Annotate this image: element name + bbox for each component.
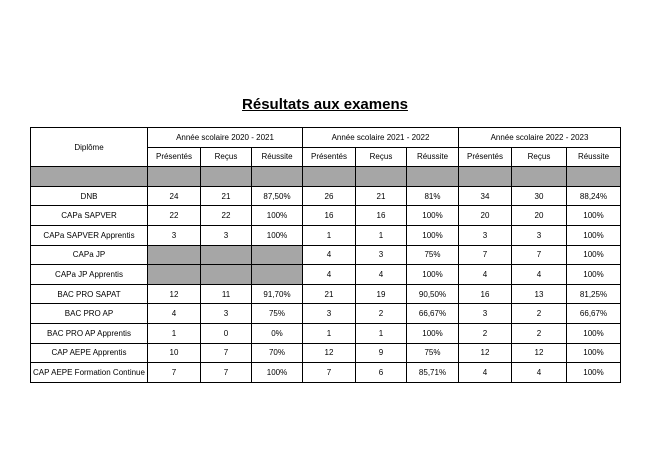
recus-cell: 6 <box>356 363 407 383</box>
recus-cell: 19 <box>356 284 407 304</box>
recus-cell: 20 <box>512 206 567 226</box>
reussite-cell: 91,70% <box>252 284 303 304</box>
reussite-cell: 75% <box>407 245 459 265</box>
reussite-cell: 75% <box>407 343 459 363</box>
subheader-recus: Reçus <box>201 147 252 167</box>
grey-cell <box>252 265 303 285</box>
recus-cell: 2 <box>356 304 407 324</box>
presentes-cell: 3 <box>148 225 201 245</box>
grey-cell <box>148 167 201 187</box>
presentes-cell: 3 <box>459 304 512 324</box>
reussite-cell: 0% <box>252 323 303 343</box>
recus-cell: 7 <box>201 363 252 383</box>
grey-cell <box>303 167 356 187</box>
recus-cell: 13 <box>512 284 567 304</box>
table-row <box>31 343 621 363</box>
reussite-cell: 90,50% <box>407 284 459 304</box>
recus-cell: 7 <box>201 343 252 363</box>
subheader-recus: Reçus <box>512 147 567 167</box>
diploma-name: BAC PRO AP Apprentis <box>31 323 148 343</box>
diploma-name: DNB <box>31 186 148 206</box>
grey-cell <box>459 167 512 187</box>
diploma-name: CAPa JP <box>31 245 148 265</box>
grey-cell <box>252 167 303 187</box>
header-year-2021-2022: Année scolaire 2021 - 2022 <box>303 128 459 148</box>
recus-cell: 21 <box>356 186 407 206</box>
subheader-presentes: Présentés <box>303 147 356 167</box>
reussite-cell: 85,71% <box>407 363 459 383</box>
presentes-cell: 7 <box>303 363 356 383</box>
recus-cell: 16 <box>356 206 407 226</box>
presentes-cell: 7 <box>148 363 201 383</box>
header-year-2022-2023: Année scolaire 2022 - 2023 <box>459 128 621 148</box>
table-row <box>31 363 621 383</box>
reussite-cell: 100% <box>567 323 621 343</box>
reussite-cell: 87,50% <box>252 186 303 206</box>
presentes-cell: 24 <box>148 186 201 206</box>
recus-cell: 1 <box>356 323 407 343</box>
table-row <box>31 186 621 206</box>
diploma-name: CAPa SAPVER Apprentis <box>31 225 148 245</box>
reussite-cell: 100% <box>567 343 621 363</box>
reussite-cell: 81% <box>407 186 459 206</box>
header-row-years <box>31 128 621 148</box>
recus-cell: 22 <box>201 206 252 226</box>
recus-cell: 9 <box>356 343 407 363</box>
presentes-cell: 7 <box>459 245 512 265</box>
grey-cell <box>201 167 252 187</box>
diploma-name: CAPa JP Apprentis <box>31 265 148 285</box>
recus-cell: 4 <box>512 363 567 383</box>
presentes-cell: 12 <box>148 284 201 304</box>
diploma-name: BAC PRO SAPAT <box>31 284 148 304</box>
recus-cell: 2 <box>512 323 567 343</box>
recus-cell: 3 <box>512 225 567 245</box>
recus-cell: 11 <box>201 284 252 304</box>
recus-cell: 12 <box>512 343 567 363</box>
presentes-cell: 12 <box>303 343 356 363</box>
reussite-cell: 100% <box>407 323 459 343</box>
reussite-cell: 100% <box>252 206 303 226</box>
reussite-cell: 100% <box>252 363 303 383</box>
reussite-cell: 100% <box>252 225 303 245</box>
reussite-cell: 100% <box>567 363 621 383</box>
reussite-cell: 66,67% <box>567 304 621 324</box>
recus-cell: 4 <box>356 265 407 285</box>
table-row <box>31 225 621 245</box>
reussite-cell: 100% <box>567 245 621 265</box>
presentes-cell: 4 <box>459 363 512 383</box>
subheader-recus: Reçus <box>356 147 407 167</box>
recus-cell: 7 <box>512 245 567 265</box>
presentes-cell: 3 <box>459 225 512 245</box>
subheader-reussite: Réussite <box>567 147 621 167</box>
presentes-cell: 4 <box>303 245 356 265</box>
presentes-cell: 10 <box>148 343 201 363</box>
recus-cell: 21 <box>201 186 252 206</box>
presentes-cell: 1 <box>303 225 356 245</box>
recus-cell: 2 <box>512 304 567 324</box>
recus-cell: 1 <box>356 225 407 245</box>
grey-cell <box>407 167 459 187</box>
presentes-cell: 20 <box>459 206 512 226</box>
table-row <box>31 284 621 304</box>
recus-cell: 4 <box>512 265 567 285</box>
grey-separator-row <box>31 167 621 187</box>
recus-cell: 3 <box>201 304 252 324</box>
diploma-name: BAC PRO AP <box>31 304 148 324</box>
reussite-cell: 100% <box>407 225 459 245</box>
diploma-name: CAPa SAPVER <box>31 206 148 226</box>
reussite-cell: 66,67% <box>407 304 459 324</box>
diploma-name: CAP AEPE Apprentis <box>31 343 148 363</box>
reussite-cell: 70% <box>252 343 303 363</box>
grey-cell <box>148 245 201 265</box>
presentes-cell: 1 <box>303 323 356 343</box>
presentes-cell: 34 <box>459 186 512 206</box>
grey-cell <box>201 265 252 285</box>
presentes-cell: 4 <box>148 304 201 324</box>
grey-cell <box>512 167 567 187</box>
reussite-cell: 100% <box>407 265 459 285</box>
presentes-cell: 12 <box>459 343 512 363</box>
subheader-reussite: Réussite <box>407 147 459 167</box>
reussite-cell: 81,25% <box>567 284 621 304</box>
grey-cell <box>201 245 252 265</box>
table-row <box>31 245 621 265</box>
presentes-cell: 3 <box>303 304 356 324</box>
reussite-cell: 100% <box>567 206 621 226</box>
presentes-cell: 4 <box>459 265 512 285</box>
reussite-cell: 88,24% <box>567 186 621 206</box>
table-row <box>31 323 621 343</box>
recus-cell: 0 <box>201 323 252 343</box>
table-row <box>31 265 621 285</box>
presentes-cell: 1 <box>148 323 201 343</box>
presentes-cell: 2 <box>459 323 512 343</box>
subheader-presentes: Présentés <box>459 147 512 167</box>
grey-cell <box>356 167 407 187</box>
recus-cell: 30 <box>512 186 567 206</box>
reussite-cell: 100% <box>567 265 621 285</box>
presentes-cell: 16 <box>459 284 512 304</box>
reussite-cell: 75% <box>252 304 303 324</box>
grey-cell <box>567 167 621 187</box>
header-diploma: Diplôme <box>31 128 148 167</box>
table-body <box>31 128 621 383</box>
reussite-cell: 100% <box>407 206 459 226</box>
subheader-reussite: Réussite <box>252 147 303 167</box>
presentes-cell: 4 <box>303 265 356 285</box>
diploma-name: CAP AEPE Formation Continue <box>31 363 148 383</box>
recus-cell: 3 <box>356 245 407 265</box>
table-row <box>31 206 621 226</box>
recus-cell: 3 <box>201 225 252 245</box>
presentes-cell: 21 <box>303 284 356 304</box>
table-row <box>31 304 621 324</box>
header-year-2020-2021: Année scolaire 2020 - 2021 <box>148 128 303 148</box>
grey-cell <box>31 167 148 187</box>
reussite-cell: 100% <box>567 225 621 245</box>
presentes-cell: 26 <box>303 186 356 206</box>
presentes-cell: 16 <box>303 206 356 226</box>
subheader-presentes: Présentés <box>148 147 201 167</box>
grey-cell <box>252 245 303 265</box>
page-title: Résultats aux examens <box>242 96 408 113</box>
results-table <box>30 127 621 383</box>
grey-cell <box>148 265 201 285</box>
presentes-cell: 22 <box>148 206 201 226</box>
